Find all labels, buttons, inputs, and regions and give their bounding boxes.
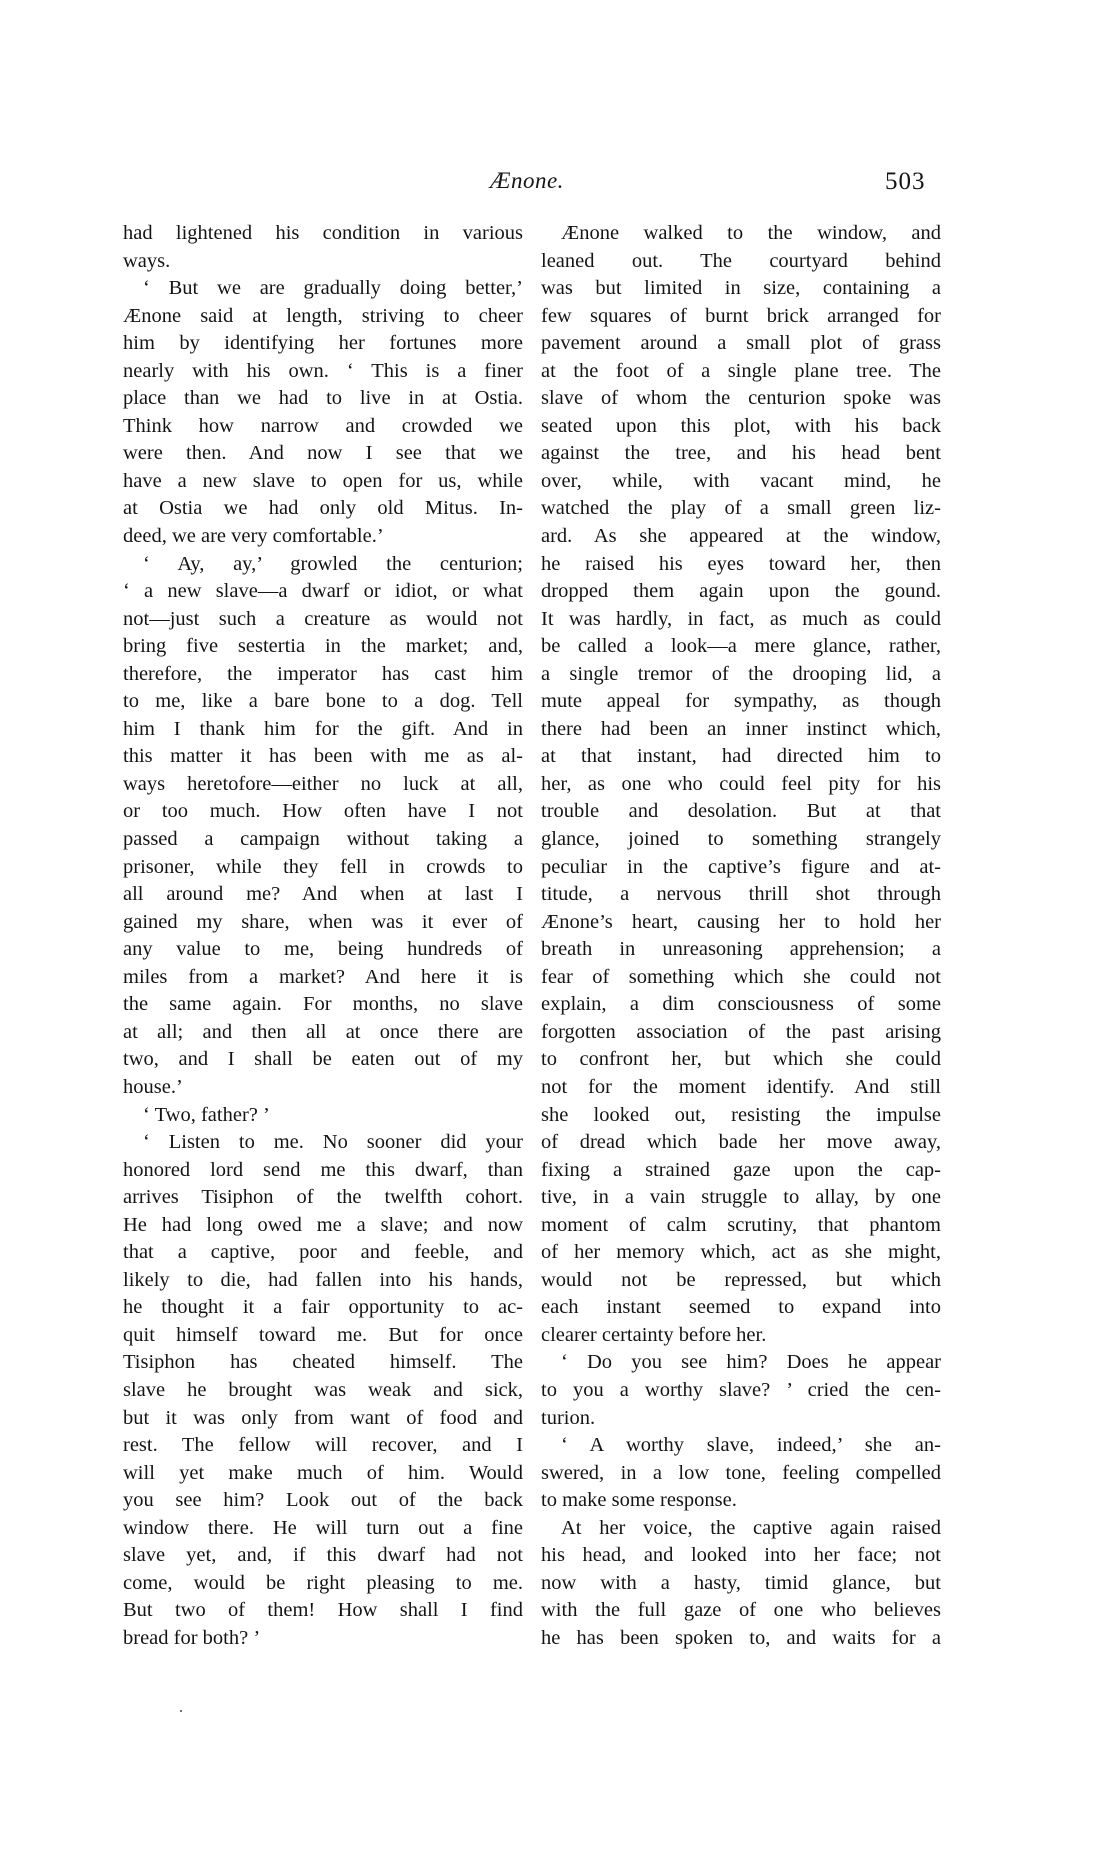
text-line: now with a hasty, timid glance, but xyxy=(541,1571,941,1594)
text-line: miles from a market? And here it is xyxy=(123,965,523,988)
text-line: turion. xyxy=(541,1406,596,1429)
text-line: not—just such a creature as would not xyxy=(123,607,523,630)
text-line: him by identifying her fortunes more xyxy=(123,332,523,355)
text-line: to me, like a bare bone to a dog. Tell xyxy=(123,690,523,713)
text-line: bring five sestertia in the market; and, xyxy=(123,635,523,658)
text-line: gained my share, when was it ever of xyxy=(123,910,523,933)
text-line: peculiar in the captive’s figure and at- xyxy=(541,855,941,878)
text-line: fear of something which she could not xyxy=(541,965,941,988)
text-line: He had long owed me a slave; and now xyxy=(123,1213,523,1236)
text-line: he has been spoken to, and waits for a xyxy=(541,1626,941,1649)
text-line: was but limited in size, containing a xyxy=(541,277,941,300)
text-line: would not be repressed, but which xyxy=(541,1268,941,1291)
text-line: each instant seemed to expand into xyxy=(541,1296,941,1319)
text-line: forgotten association of the past arising xyxy=(541,1020,941,1043)
text-line: to make some response. xyxy=(541,1489,737,1512)
text-line: therefore, the imperator has cast him xyxy=(123,662,523,685)
text-line: have a new slave to open for us, while xyxy=(123,469,523,492)
text-line: ‘ Listen to me. No sooner did your xyxy=(143,1131,523,1154)
text-line: ‘ a new slave—a dwarf or idiot, or what xyxy=(123,580,523,603)
text-line: all around me? And when at last I xyxy=(123,883,523,906)
text-line: at that instant, had directed him to xyxy=(541,745,941,768)
text-line: arrives Tisiphon of the twelfth cohort. xyxy=(123,1186,523,1209)
text-line: prisoner, while they fell in crowds to xyxy=(123,855,523,878)
text-line: that a captive, poor and feeble, and xyxy=(123,1241,523,1264)
text-line: of dread which bade her move away, xyxy=(541,1131,941,1154)
text-line: had lightened his condition in various xyxy=(123,222,523,244)
text-line: a single tremor of the drooping lid, a xyxy=(541,662,941,685)
text-line: house.’ xyxy=(123,1075,183,1098)
text-line: It was hardly, in fact, as much as could xyxy=(541,607,941,630)
text-line: breath in unreasoning apprehension; a xyxy=(541,938,941,961)
text-line: likely to die, had fallen into his hands, xyxy=(123,1268,523,1291)
text-line: he thought it a fair opportunity to ac- xyxy=(123,1296,523,1319)
text-line: swered, in a low tone, feeling compelled xyxy=(541,1461,941,1484)
text-line: tive, in a vain struggle to allay, by one xyxy=(541,1186,941,1209)
text-line: quit himself toward me. But for once xyxy=(123,1323,523,1346)
text-line: passed a campaign without taking a xyxy=(123,828,523,851)
text-line: Ænone walked to the window, and xyxy=(561,222,941,244)
text-line: dropped them again upon the gound. xyxy=(541,580,941,603)
running-title: Ænone. xyxy=(490,168,564,193)
text-line: with the full gaze of one who believes xyxy=(541,1599,941,1622)
text-line: clearer certainty before her. xyxy=(541,1323,767,1346)
text-line: ‘ Ay, ay,’ growled the centurion; xyxy=(143,552,523,575)
text-line: him I thank him for the gift. And in xyxy=(123,717,523,740)
text-line: Tisiphon has cheated himself. The xyxy=(123,1351,523,1374)
text-line: seated upon this plot, with his back xyxy=(541,414,941,437)
text-line: two, and I shall be eaten out of my xyxy=(123,1048,523,1071)
text-line: nearly with his own. ‘ This is a finer xyxy=(123,359,523,382)
text-line: slave of whom the centurion spoke was xyxy=(541,387,941,410)
text-line: ‘ But we are gradually doing better,’ xyxy=(143,277,523,300)
text-line: her, as one who could feel pity for his xyxy=(541,772,941,795)
text-line: Ænone’s heart, causing her to hold her xyxy=(541,910,941,933)
text-line: Ænone said at length, striving to cheer xyxy=(123,304,523,327)
text-line: not for the moment identify. And still xyxy=(541,1075,941,1098)
text-line: trouble and desolation. But at that xyxy=(541,800,941,823)
page-header xyxy=(0,168,1096,208)
text-line: place than we had to live in at Ostia. xyxy=(123,387,523,410)
text-line: you see him? Look out of the back xyxy=(123,1489,523,1512)
page-number: 503 xyxy=(885,168,926,195)
text-line: against the tree, and his head bent xyxy=(541,442,941,465)
text-line: honored lord send me this dwarf, than xyxy=(123,1158,523,1181)
print-speck xyxy=(180,1710,182,1712)
text-line: fixing a strained gaze upon the cap- xyxy=(541,1158,941,1181)
text-line: to confront her, but which she could xyxy=(541,1048,941,1071)
text-line: ways heretofore—either no luck at all, xyxy=(123,772,523,795)
text-line: few squares of burnt brick arranged for xyxy=(541,304,941,327)
text-line: any value to me, being hundreds of xyxy=(123,938,523,961)
text-line: At her voice, the captive again raised xyxy=(561,1516,941,1539)
text-line: mute appeal for sympathy, as though xyxy=(541,690,941,713)
text-line: he raised his eyes toward her, then xyxy=(541,552,941,575)
text-line: titude, a nervous thrill shot through xyxy=(541,883,941,906)
text-line: were then. And now I see that we xyxy=(123,442,523,465)
text-line: but it was only from want of food and xyxy=(123,1406,523,1429)
text-line: moment of calm scrutiny, that phantom xyxy=(541,1213,941,1236)
text-line: there had been an inner instinct which, xyxy=(541,717,941,740)
text-line: ways. xyxy=(123,249,171,272)
text-line: this matter it has been with me as al- xyxy=(123,745,523,768)
text-line: leaned out. The courtyard behind xyxy=(541,249,941,272)
text-line: at Ostia we had only old Mitus. In- xyxy=(123,497,523,520)
left-text-column xyxy=(123,220,523,1652)
text-line: ard. As she appeared at the window, xyxy=(541,525,941,548)
text-line: ‘ Two, father? ’ xyxy=(143,1103,270,1126)
text-line: Think how narrow and crowded we xyxy=(123,414,523,437)
text-line: to you a worthy slave? ’ cried the cen- xyxy=(541,1378,941,1401)
text-line: the same again. For months, no slave xyxy=(123,993,523,1016)
text-line: bread for both? ’ xyxy=(123,1626,261,1649)
text-line: come, would be right pleasing to me. xyxy=(123,1571,523,1594)
text-line: But two of them! How shall I find xyxy=(123,1599,523,1622)
text-line: at all; and then all at once there are xyxy=(123,1020,523,1043)
text-line: will yet make much of him. Would xyxy=(123,1461,523,1484)
text-line: rest. The fellow will recover, and I xyxy=(123,1434,523,1457)
text-line: or too much. How often have I not xyxy=(123,800,523,823)
text-line: his head, and looked into her face; not xyxy=(541,1544,941,1567)
text-line: ‘ A worthy slave, indeed,’ she an- xyxy=(561,1434,941,1457)
text-line: slave yet, and, if this dwarf had not xyxy=(123,1544,523,1567)
text-line: over, while, with vacant mind, he xyxy=(541,469,941,492)
text-line: watched the play of a small green liz- xyxy=(541,497,941,520)
text-line: she looked out, resisting the impulse xyxy=(541,1103,941,1126)
text-line: explain, a dim consciousness of some xyxy=(541,993,941,1016)
right-text-column xyxy=(541,220,941,1652)
text-line: slave he brought was weak and sick, xyxy=(123,1378,523,1401)
text-line: deed, we are very comfortable.’ xyxy=(123,525,384,548)
text-line: glance, joined to something strangely xyxy=(541,828,941,851)
text-line: pavement around a small plot of grass xyxy=(541,332,941,355)
text-line: at the foot of a single plane tree. The xyxy=(541,359,941,382)
text-line: window there. He will turn out a fine xyxy=(123,1516,523,1539)
text-line: be called a look—a mere glance, rather, xyxy=(541,635,941,658)
text-line: of her memory which, act as she might, xyxy=(541,1241,941,1264)
text-line: ‘ Do you see him? Does he appear xyxy=(561,1351,941,1374)
